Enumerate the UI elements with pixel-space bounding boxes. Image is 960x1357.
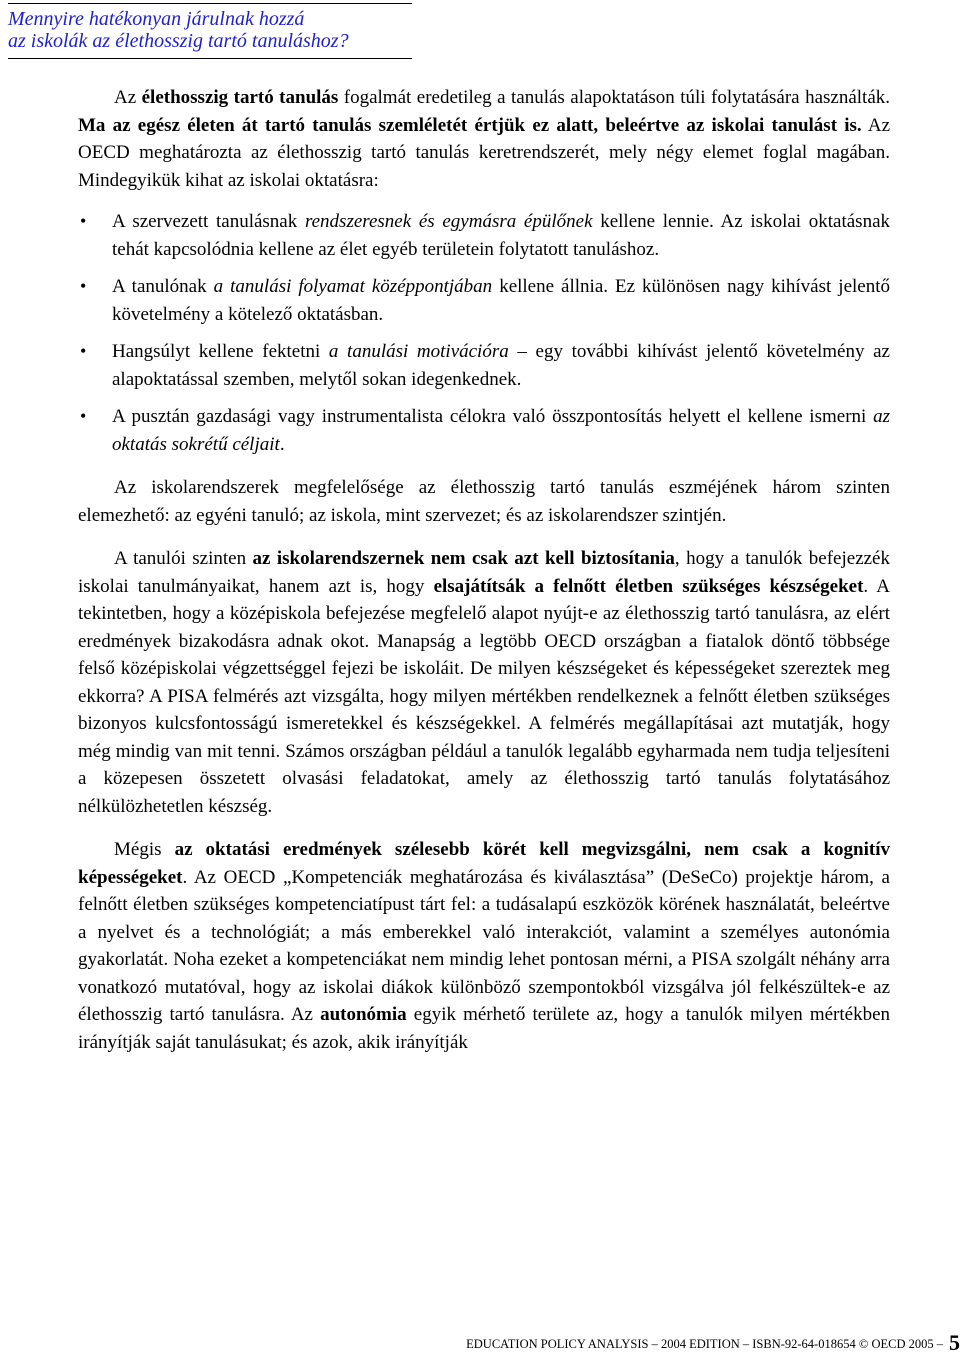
- bullet-icon: •: [80, 341, 87, 361]
- paragraph-competencies: Mégis az oktatási eredmények szélesebb körét kell megvizsgálni, nem csak a kognitív képességeket. Az OECD „Kompetenciák meghatározása és kiválasztása” (DeSeCo) projektje három, a felnőtt életben szükséges kompetenciatípust tárt fel: a tudásalapú eszközök körének használatát, beleértve a nyelvet és a technológiát; a más emberekkel való interakciót, valamint a személyes autonómia gyakorlatát. Noha ezeket a kompetenciákat nem mindig lehet pontosan mérni, a PISA szolgált néhány arra vonatkozó mutatóval, hogy az iskolai diákok különböző szempontokból vizsgálva jól felkészültek-e az élethosszig tartó tanulásra. Az autonómia egyik mérhető területe az, hogy a tanulók milyen mértékben irányítják saját tanulásukat; és azok, akik irányítják: [78, 839, 890, 1053]
- paragraph-levels: Az iskolarendszerek megfelelősége az élethosszig tartó tanulás eszméjének három szinten elemezhető: az egyéni tanuló; az iskola, mint szervezet; és az iskolarendszer szintjén.: [78, 477, 890, 526]
- header-title-line-2: az iskolák az élethosszig tartó tanuláshoz?: [8, 30, 349, 52]
- bullet-list: [78, 208, 890, 458]
- header-rule-top: [8, 3, 412, 4]
- footer-text: EDUCATION POLICY ANALYSIS – 2004 EDITION – ISBN-92-64-018654 © OECD 2005 –: [466, 1337, 943, 1351]
- list-item: • A pusztán gazdasági vagy instrumentalista célokra való összpontosítás helyett el kellene ismerni az oktatás sokrétű céljait.: [78, 403, 890, 458]
- paragraph-intro: Az élethosszig tartó tanulás fogalmát eredetileg a tanulás alapoktatáson túli folytatására használták. Ma az egész életen át tartó tanulás szemléletét értjük ez alatt, beleértve az iskolai tanulást is. Az OECD meghatározta az élethosszig tartó tanulás keretrendszerét, mely négy elemet foglal magában. Mindegyikük kihat az iskolai oktatásra:: [78, 87, 891, 191]
- bullet-icon: •: [80, 211, 87, 231]
- list-item: • Hangsúlyt kellene fektetni a tanulási motivációra – egy további kihívást jelentő követelmény az alapoktatással szemben, melytől sokan idegenkednek.: [78, 338, 890, 393]
- page-footer: [0, 1330, 960, 1356]
- running-header: [8, 8, 412, 59]
- header-rule-bottom: [8, 58, 412, 59]
- list-item: • A tanulónak a tanulási folyamat középpontjában kellene állnia. Ez különösen nagy kihívást jelentő követelmény a kötelező oktatásban.: [78, 273, 890, 328]
- list-item: • A szervezett tanulásnak rendszeresnek és egymásra épülőnek kellene lennie. Az iskolai oktatásnak tehát kapcsolódnia kellene az élet egyéb területein folytatott tanuláshoz.: [78, 208, 890, 263]
- header-title-line-1: Mennyire hatékonyan járulnak hozzá: [8, 8, 305, 30]
- bullet-icon: •: [80, 276, 87, 296]
- bullet-icon: •: [80, 406, 87, 426]
- page-body: [78, 84, 890, 1056]
- paragraph-student-level: A tanulói szinten az iskolarendszernek nem csak azt kell biztosítania, hogy a tanulók befejezzék iskolai tanulmányaikat, hanem azt is, hogy elsajátítsák a felnőtt életben szükséges készségeket. A tekintetben, hogy a középiskola befejezése megfelelő alapot nyújt-e az élethosszig tartó tanulásra, az elért eredmények bizakodásra adnak okot. Manapság a legtöbb OECD országban a fiatalok döntő többsége felső középiskolai végzettséggel fejezi be iskoláit. De milyen készségeket és képességeket szereztek meg ekkorra? A PISA felmérés azt vizsgálta, hogy milyen mértékben rendelkeznek a felnőtt életben szükséges bizonyos kulcsfontosságú ismeretekkel és készségekkel. A felmérés megállapításai azt mutatják, hogy még mindig van mit tenni. Számos országban például a tanulók legalább egyharmada nem tudja teljesíteni a közepesen összetett olvasási feladatokat, amely az élethosszig tartó tanulás folytatásához nélkülözhetetlen készség.: [78, 548, 890, 817]
- page-number: 5: [949, 1330, 960, 1355]
